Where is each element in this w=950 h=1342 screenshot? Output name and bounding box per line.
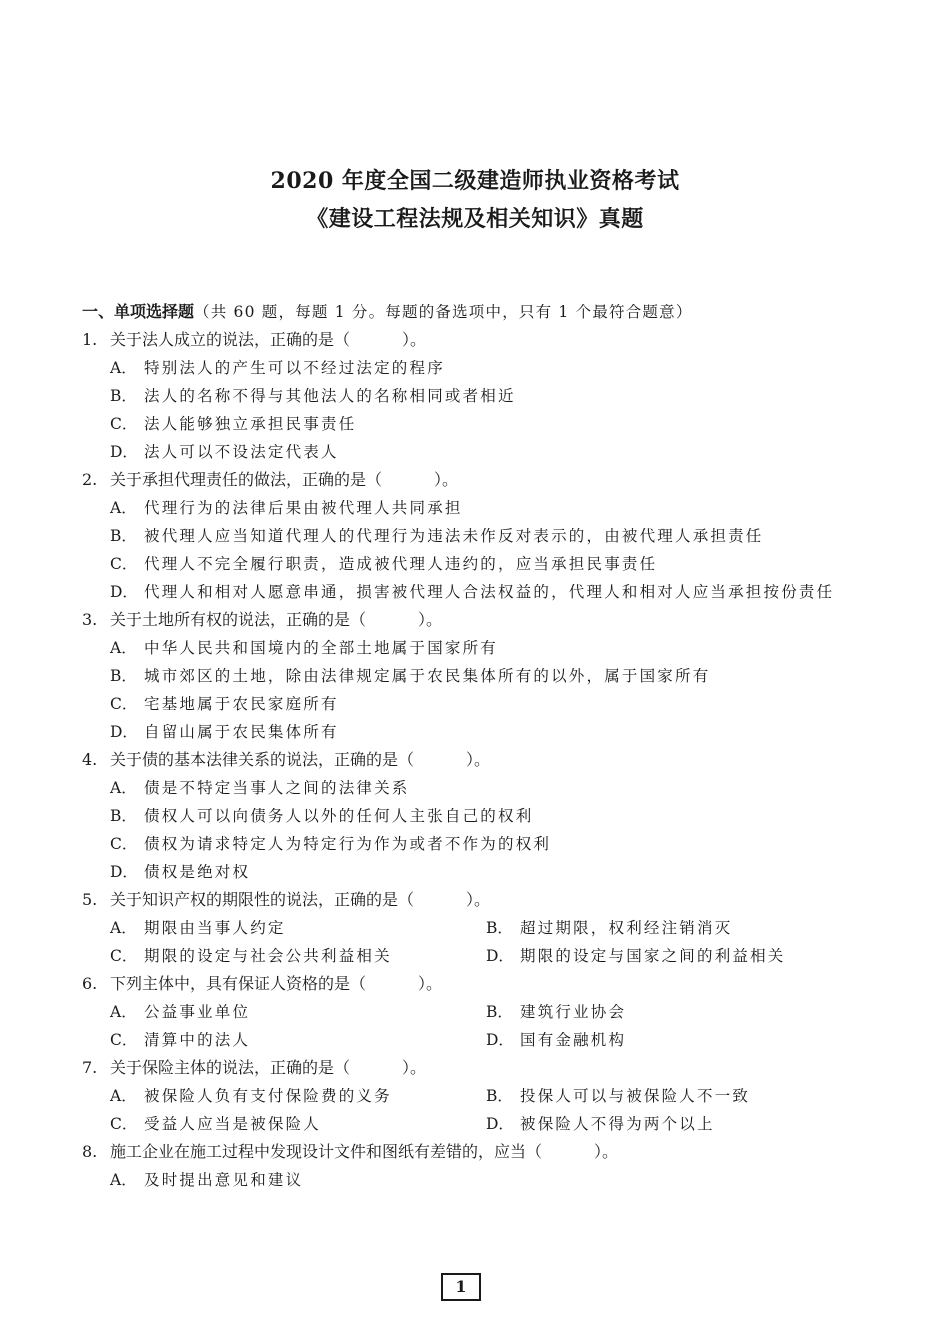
- option-text: 期限的设定与社会公共利益相关: [144, 947, 392, 965]
- question-close: ）。: [594, 1142, 619, 1161]
- question-close: ）。: [418, 610, 443, 629]
- option-text: 代理行为的法律后果由被代理人共同承担: [144, 499, 463, 517]
- question-close: ）。: [466, 890, 491, 909]
- section-heading: [82, 298, 862, 326]
- option-letter: C．: [110, 695, 138, 713]
- option-row: [82, 438, 862, 466]
- option-row: [82, 578, 862, 606]
- option-row: [82, 830, 862, 858]
- option-b: [110, 802, 862, 830]
- option-text: 被代理人应当知道代理人的代理行为违法未作反对表示的，由被代理人承担责任: [144, 527, 764, 545]
- option-text: 中华人民共和国境内的全部土地属于国家所有: [144, 639, 499, 657]
- question-3: [82, 606, 862, 746]
- option-letter: C．: [110, 947, 138, 965]
- option-row: [82, 354, 862, 382]
- option-letter: B．: [110, 667, 137, 685]
- option-c: [110, 1110, 486, 1138]
- title-line-2: 《建设工程法规及相关知识》真题: [306, 206, 644, 232]
- option-text: 超过期限，权利经注销消灭: [520, 919, 733, 937]
- question-text: 关于土地所有权的说法，正确的是（: [110, 610, 367, 629]
- option-text: 宅基地属于农民家庭所有: [144, 695, 339, 713]
- option-letter: A．: [110, 359, 137, 377]
- question-text: 关于保险主体的说法，正确的是（: [110, 1058, 351, 1077]
- question-stem: [82, 970, 862, 998]
- option-letter: A．: [110, 919, 137, 937]
- option-c: [110, 830, 862, 858]
- option-text: 特别法人的产生可以不经过法定的程序: [144, 359, 445, 377]
- option-c: [110, 690, 862, 718]
- option-text: 法人能够独立承担民事责任: [144, 415, 357, 433]
- option-a: [110, 914, 486, 942]
- option-letter: C．: [110, 1115, 138, 1133]
- option-row: [82, 802, 862, 830]
- option-c: [110, 942, 486, 970]
- option-d: [110, 438, 862, 466]
- question-close: ）。: [402, 330, 427, 349]
- option-a: [110, 1166, 862, 1194]
- option-d: [486, 942, 862, 970]
- question-stem: [82, 1054, 862, 1082]
- option-a: [110, 494, 862, 522]
- option-text: 代理人和相对人愿意串通，损害被代理人合法权益的，代理人和相对人应当承担按份责任: [144, 583, 835, 601]
- option-letter: A．: [110, 1171, 137, 1189]
- option-row: [82, 1166, 862, 1194]
- option-text: 公益事业单位: [144, 1003, 251, 1021]
- option-text: 被保险人不得为两个以上: [520, 1115, 715, 1133]
- option-a: [110, 634, 862, 662]
- question-8: [82, 1138, 862, 1194]
- question-number: 5.: [82, 890, 98, 909]
- option-row: [82, 914, 862, 942]
- option-letter: A．: [110, 1087, 137, 1105]
- question-text: 关于承担代理责任的做法，正确的是（: [110, 470, 383, 489]
- option-a: [110, 354, 862, 382]
- option-row: [82, 382, 862, 410]
- question-text: 关于知识产权的期限性的说法，正确的是（: [110, 890, 415, 909]
- option-letter: B．: [110, 527, 137, 545]
- section-description: （共 60 题，每题 1 分。每题的备选项中，只有 1 个最符合题意）: [194, 303, 693, 321]
- option-text: 债权为请求特定人为特定行为作为或者不作为的权利: [144, 835, 552, 853]
- question-text: 施工企业在施工过程中发现设计文件和图纸有差错的，应当（: [110, 1142, 543, 1161]
- option-text: 法人的名称不得与其他法人的名称相同或者相近: [144, 387, 516, 405]
- option-letter: C．: [110, 1031, 138, 1049]
- option-text: 债是不特定当事人之间的法律关系: [144, 779, 410, 797]
- option-letter: A．: [110, 639, 137, 657]
- question-close: ）。: [418, 974, 443, 993]
- question-close: ）。: [434, 470, 459, 489]
- option-row: [82, 550, 862, 578]
- question-number: 7.: [82, 1058, 98, 1077]
- option-a: [110, 1082, 486, 1110]
- option-text: 期限由当事人约定: [144, 919, 286, 937]
- question-7: [82, 1054, 862, 1138]
- option-row: [82, 634, 862, 662]
- option-row: [82, 774, 862, 802]
- question-text: 下列主体中，具有保证人资格的是（: [110, 974, 367, 993]
- title-line-1: 2020 年度全国二级建造师执业资格考试: [270, 168, 680, 194]
- option-letter: B．: [486, 919, 513, 937]
- question-stem: [82, 466, 862, 494]
- option-d: [110, 858, 862, 886]
- option-text: 投保人可以与被保险人不一致: [520, 1087, 751, 1105]
- option-b: [110, 382, 862, 410]
- option-a: [110, 998, 486, 1026]
- option-c: [110, 410, 862, 438]
- option-text: 代理人不完全履行职责，造成被代理人违约的，应当承担民事责任: [144, 555, 658, 573]
- option-letter: D．: [110, 583, 138, 601]
- option-letter: A．: [110, 1003, 137, 1021]
- option-text: 债权是绝对权: [144, 863, 251, 881]
- option-b: [486, 914, 862, 942]
- option-row: [82, 998, 862, 1026]
- question-close: ）。: [402, 1058, 427, 1077]
- option-text: 城市郊区的土地，除由法律规定属于农民集体所有的以外，属于国家所有: [144, 667, 711, 685]
- page-number: 1: [441, 1273, 481, 1301]
- option-d: [486, 1110, 862, 1138]
- section-title: 一、单项选择题: [82, 302, 195, 321]
- option-letter: D．: [110, 443, 138, 461]
- option-text: 国有金融机构: [520, 1031, 627, 1049]
- question-number: 2.: [82, 470, 98, 489]
- option-letter: C．: [110, 835, 138, 853]
- option-c: [110, 1026, 486, 1054]
- option-letter: A．: [110, 779, 137, 797]
- question-number: 3.: [82, 610, 98, 629]
- document-title: [0, 162, 950, 238]
- question-number: 8.: [82, 1142, 98, 1161]
- question-stem: [82, 886, 862, 914]
- option-text: 及时提出意见和建议: [144, 1171, 304, 1189]
- question-number: 4.: [82, 750, 98, 769]
- question-close: ）。: [466, 750, 491, 769]
- question-stem: [82, 606, 862, 634]
- option-row: [82, 1082, 862, 1110]
- option-d: [110, 578, 862, 606]
- question-6: [82, 970, 862, 1054]
- option-letter: C．: [110, 415, 138, 433]
- option-letter: B．: [486, 1003, 513, 1021]
- question-text: 关于法人成立的说法，正确的是（: [110, 330, 351, 349]
- option-letter: B．: [110, 387, 137, 405]
- option-row: [82, 858, 862, 886]
- question-1: [82, 326, 862, 466]
- option-b: [486, 1082, 862, 1110]
- option-text: 受益人应当是被保险人: [144, 1115, 322, 1133]
- option-letter: C．: [110, 555, 138, 573]
- option-d: [486, 1026, 862, 1054]
- question-4: [82, 746, 862, 886]
- option-letter: D．: [486, 1031, 514, 1049]
- option-text: 自留山属于农民集体所有: [144, 723, 339, 741]
- option-row: [82, 690, 862, 718]
- option-letter: B．: [110, 807, 137, 825]
- option-letter: A．: [110, 499, 137, 517]
- question-number: 1.: [82, 330, 98, 349]
- option-letter: B．: [486, 1087, 513, 1105]
- option-b: [110, 522, 862, 550]
- option-text: 债权人可以向债务人以外的任何人主张自己的权利: [144, 807, 534, 825]
- option-letter: D．: [110, 723, 138, 741]
- option-b: [486, 998, 862, 1026]
- option-text: 期限的设定与国家之间的利益相关: [520, 947, 786, 965]
- option-b: [110, 662, 862, 690]
- option-row: [82, 1026, 862, 1054]
- option-text: 法人可以不设法定代表人: [144, 443, 339, 461]
- option-row: [82, 410, 862, 438]
- question-stem: [82, 746, 862, 774]
- option-text: 建筑行业协会: [520, 1003, 627, 1021]
- option-c: [110, 550, 862, 578]
- question-text: 关于债的基本法律关系的说法，正确的是（: [110, 750, 415, 769]
- option-text: 被保险人负有支付保险费的义务: [144, 1087, 392, 1105]
- option-letter: D．: [110, 863, 138, 881]
- option-row: [82, 1110, 862, 1138]
- option-row: [82, 494, 862, 522]
- question-number: 6.: [82, 974, 98, 993]
- option-letter: D．: [486, 947, 514, 965]
- option-text: 清算中的法人: [144, 1031, 251, 1049]
- option-d: [110, 718, 862, 746]
- option-letter: D．: [486, 1115, 514, 1133]
- question-stem: [82, 326, 862, 354]
- option-row: [82, 942, 862, 970]
- option-a: [110, 774, 862, 802]
- exam-content: [82, 298, 862, 1194]
- option-row: [82, 522, 862, 550]
- option-row: [82, 662, 862, 690]
- option-row: [82, 718, 862, 746]
- question-stem: [82, 1138, 862, 1166]
- question-2: [82, 466, 862, 606]
- question-5: [82, 886, 862, 970]
